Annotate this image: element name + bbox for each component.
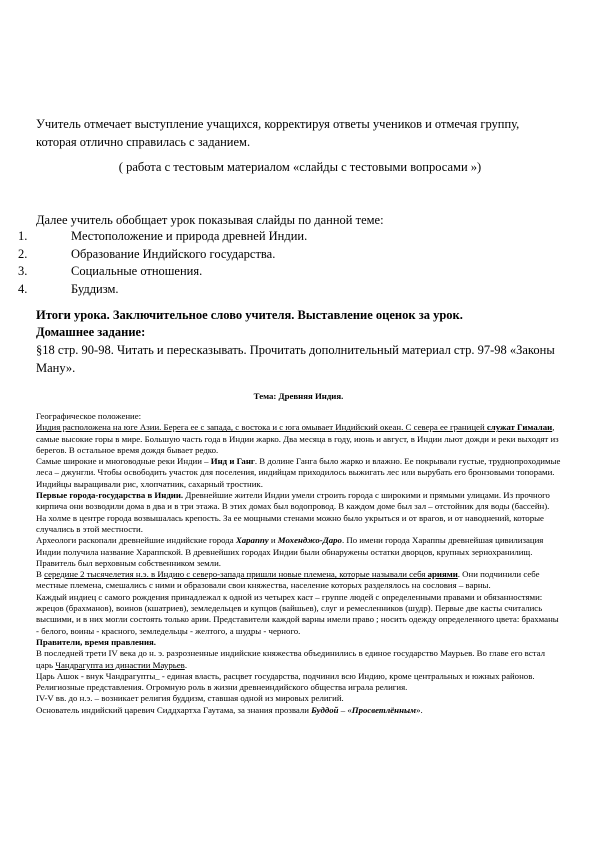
list-number: 3. [18,264,28,278]
paragraph-buddhism: IV-V вв. до н.э. – возникает религия буддизм, ставшая одной из мировых религий. [36,693,344,704]
paragraph-maurya: В последней трети IV века до н. э. разрозненные индийские княжества объединились в единое государство Маурьев. Во главе его встал царь Чандрагупта из династии Маурьев. [36,648,546,670]
paragraph-rulers-heading: Правители, время правления. [36,636,157,647]
list-number: 2. [18,246,28,261]
list-text: Социальные отношения. [71,264,203,278]
list-text: Буддизм. [71,281,119,296]
summary-list [18,228,558,298]
homework-heading: Домашнее задание: [36,325,146,339]
list-text: Образование Индийского государства. [71,246,276,261]
ocean-term: Индийский океан [335,422,402,433]
summary-lead: Далее учитель обобщает урок показывая слайды по данной теме: [36,213,384,227]
paragraph-religion: Религиозные представления. Огромную роль в жизни древнеиндийского общества играла религия. [36,682,408,693]
list-item [18,228,558,246]
harappa-term: Хараппу [235,535,269,546]
paragraph-ashoka: Царь Ашок - внук Чандрагупты_ - единая власть, расцвет государства, подчинил всю Индию, кроме центральных и южных районов. [36,670,535,681]
mohenjo-term: Мохенджо-Даро [277,535,342,546]
intro-paragraph: Учитель отмечает выступление учащихся, корректируя ответы учеников и отмечая группу, которая отлично справилась с заданием. [36,117,520,149]
handout-body [36,411,561,716]
results-heading: Итоги урока. Заключительное слово учителя. Выставление оценок за урок. [36,308,463,322]
geo-heading: Географическое положение: [36,411,142,421]
paragraph-founder: Основатель индийский царевич Сиддхартха Гаутама, за знания прозвали Буддой – «Просветлённым». [36,704,423,715]
paragraph-rivers: Самые широкие и многоводные реки Индии – Инд и Ганг. В долине Ганга было жарко и влажно. Ее покрывали густые, труднопроходимые леса – джунгли. Чтобы освободить участок для поселения, индийцам приходилось выжигать лес или вырубать его бронзовыми топорами. Индийцы выращивали рис, хлопчатник, сахарный тростник. [36,456,561,489]
list-item [18,263,558,281]
paragraph-ruler: Правитель был верховным собственником земли. [36,557,221,568]
himalaya-term: служат Гималаи [486,422,553,433]
chandragupta-term: Чандрагупта из династии Маурьев [55,659,185,670]
intro-test-note: ( работа с тестовым материалом «слайды с тестовыми вопросами ») [118,160,482,174]
list-number: 1. [18,229,28,243]
enlightened-term: Просветлённым [351,704,417,715]
list-item [18,246,558,264]
paragraph-geo: Индия расположена на юге Азии. Берега ее с запада, с востока и с юга омывает Индийский океан. С севера ее границей служат Гималаи, самые высокие горы в мире. Большую часть года в Индии жарко. Два месяца в году, июнь и август, в Индии льют дожди и реки выходят из берегов. В остальное время дождя бывает редко. [36,422,559,455]
buddha-term: Буддой [311,704,339,715]
aryans-term: ариями [427,569,458,580]
homework-text: §18 стр. 90-98. Читать и пересказывать. Прочитать дополнительный материал стр. 97-98 «Законы Ману». [36,343,555,375]
paragraph-castes: Каждый индиец с самого рождения принадлежал к одной из четырех каст – группе людей с определенными правами и обязанностями: жрецов (брахманов), воинов (кшатриев), земледельцев и купцов (вайшьев), слуг и ремесленников (шудр). Первые две касты считались высшими, и в них могли состоять только арии. Представители каждой варны имели право ; носить одежду определенного цвета: брахманы - белого, воины - красного, земледельцы - желтого, а шудры - черного. [36,591,559,636]
handout-title: Тема: Древняя Индия. [253,391,344,401]
list-text: Местоположение и природа древней Индии. [71,229,308,243]
list-number: 4. [18,281,28,296]
paragraph-aryans: В середине 2 тысячелетия н.э. в Индию с северо-запада пришли новые племена, которые называли себя ариями. Они подчинили себе местные племена, смешались с ними и образовали свои княжества, население которых разделялось на сословия – варны. [36,569,540,591]
rivers-term: Инд и Ганг [210,456,255,467]
paragraph-cities: Первые города-государства в Индии. Древнейшие жители Индии умели строить города с широкими и прямыми улицами. Из прочного кирпича они возводили дома в два и в три этажа. В этих домах был водопровод. В каждом доме был зал – отстойник для воды (бассейн). На холме в центре города возвышалась крепость. За ее мощными стенами можно было укрыться и от врагов, и от наводнений, которые случались в этой местности. [36,490,550,534]
list-item [18,281,558,299]
paragraph-archaeology: Археологи раскопали древнейшие индийские города Хараппу и Мохенджо-Даро. По имени города Хараппы древнейшая цивилизация Индии получила название Хараппской. В древнейших городах Индии были обнаружены остатки дворцов, крупных зернохранилищ. [36,535,544,557]
cities-heading: Первые города-государства в Индии. [36,490,184,501]
